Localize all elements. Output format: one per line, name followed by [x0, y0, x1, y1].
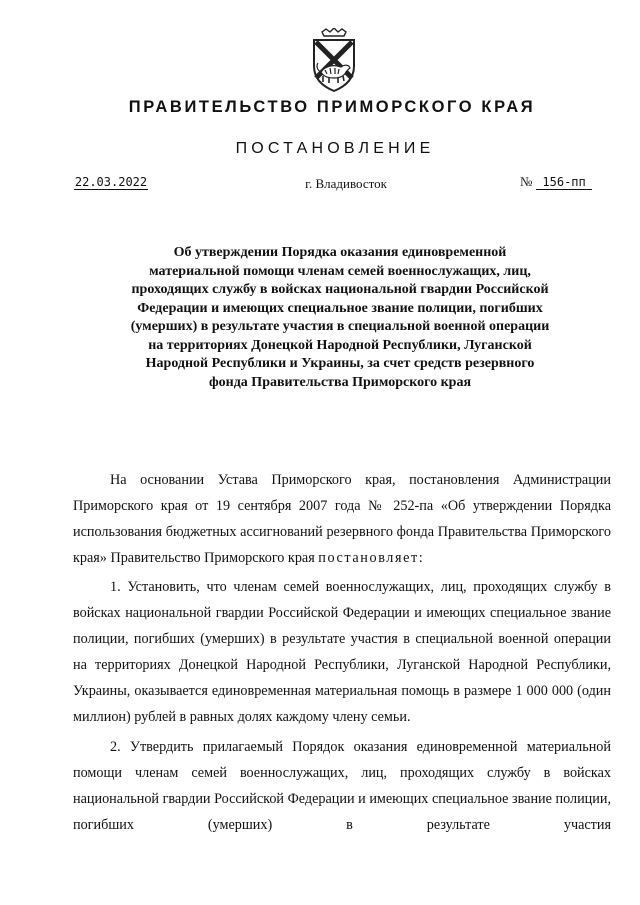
number-sign: № — [520, 174, 533, 189]
document-number: 156-пп — [536, 175, 592, 190]
document-body — [73, 467, 611, 842]
coat-of-arms-icon — [308, 28, 360, 92]
preamble-paragraph — [73, 467, 611, 571]
document-subject: Об утверждении Порядка оказания единовременной материальной помощи членам семей военнослужащих, лиц, проходящих службу в войсках национальной гвардии Российской Федерации и имеющих специальное звание полиции, погибших (умерших) в результате участия в специальной военной операции на территориях Донецкой Народной Республики, Луганской Народной Республики и Украины, за счет средств резервного фонда Правительства Приморского края — [130, 245, 550, 390]
organization-title: ПРАВИТЕЛЬСТВО ПРИМОРСКОГО КРАЯ — [128, 98, 536, 116]
resolves-word: постановляет: — [318, 550, 425, 566]
document-number-block — [520, 175, 592, 190]
item-1-paragraph: 1. Установить, что членам семей военнослужащих, лиц, проходящих службу в войсках национальной гвардии Российской Федерации и имеющих специальное звание полиции, погибших (умерших) в результате участия в специальной военной операции на территориях Донецкой Народной Республики, Луганской Народной Республики, Украины, оказывается единовременная материальная помощь в размере 1 000 000 (один миллион) рублей в равных долях каждому члену семьи. — [73, 579, 611, 725]
document-city: г. Владивосток — [305, 176, 387, 191]
document-type: ПОСТАНОВЛЕНИЕ — [235, 140, 435, 157]
document-date: 22.03.2022 — [74, 175, 148, 189]
preamble-text: На основании Устава Приморского края, постановления Администрации Приморского края от 19 сентября 2007 года № 252-па «Об утверждении Порядка использования бюджетных ассигнований резервного фонда Правительства Приморского края» Правительство Приморского края — [73, 472, 611, 566]
item-2-paragraph: 2. Утвердить прилагаемый Порядок оказания единовременной материальной помощи членам семей военнослужащих, лиц, проходящих службу в войсках национальной гвардии Российской Федерации и имеющих специальное звание полиции, погибших (умерших) в результате участия — [73, 739, 611, 833]
